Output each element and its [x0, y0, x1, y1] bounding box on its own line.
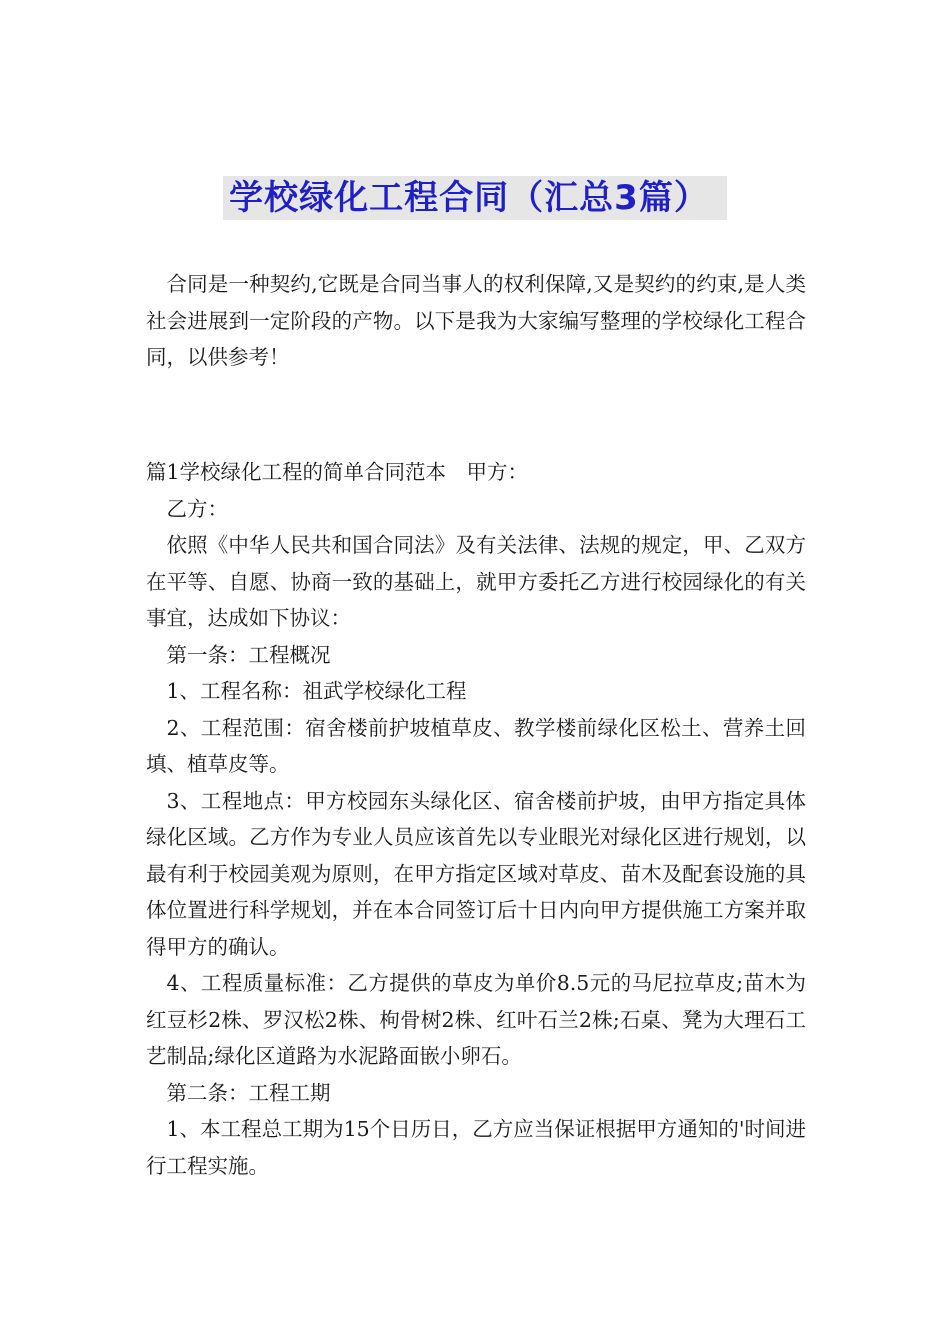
party-b-line: 乙方： [166, 496, 228, 521]
preamble-paragraph: 依照《中华人民共和国合同法》及有关法律、法规的规定，甲、乙双方在平等、自愿、协商一致的基础上，就甲方委托乙方进行校园绿化的有关事宜，达成如下协议： [146, 533, 806, 630]
intro-paragraph: 合同是一种契约,它既是合同当事人的权利保障,又是契约的约束,是人类社会进展到一定阶段的产物。以下是我为大家编写整理的学校绿化工程合同，以供参考！ [146, 272, 806, 369]
article-1-item-1: 1、工程名称：祖武学校绿化工程 [166, 679, 467, 703]
contract-body [146, 454, 806, 1184]
section-heading-paragraph: 篇1学校绿化工程的简单合同范本 甲方： [146, 460, 529, 484]
title-container [0, 176, 950, 220]
article-1-item-4: 4、工程质量标准：乙方提供的草皮为单价8.5元的马尼拉草皮;苗木为红豆杉2株、罗汉松2株、枸骨树2株、红叶石兰2株;石桌、凳为大理石工艺制品;绿化区道路为水泥路面嵌小卵石。 [146, 971, 806, 1068]
article-2-item-1: 1、本工程总工期为15个日历日，乙方应当保证根据甲方通知的'时间进行工程实施。 [146, 1117, 806, 1178]
article-1-item-2: 2、工程范围：宿舍楼前护坡植草皮、教学楼前绿化区松土、营养土回填、植草皮等。 [146, 715, 806, 776]
article-1-heading: 第一条：工程概况 [166, 642, 331, 667]
article-1-item-3: 3、工程地点：甲方校园东头绿化区、宿舍楼前护坡，由甲方指定具体绿化区域。乙方作为专业人员应该首先以专业眼光对绿化区进行规划，以最有利于校园美观为原则，在甲方指定区域对草皮、苗木及配套设施的具体位置进行科学规划，并在本合同签订后十日内向甲方提供施工方案并取得甲方的确认。 [146, 788, 806, 959]
article-2-heading: 第二条：工程工期 [166, 1080, 331, 1105]
document-title: 学校绿化工程合同（汇总3篇） [223, 176, 727, 220]
